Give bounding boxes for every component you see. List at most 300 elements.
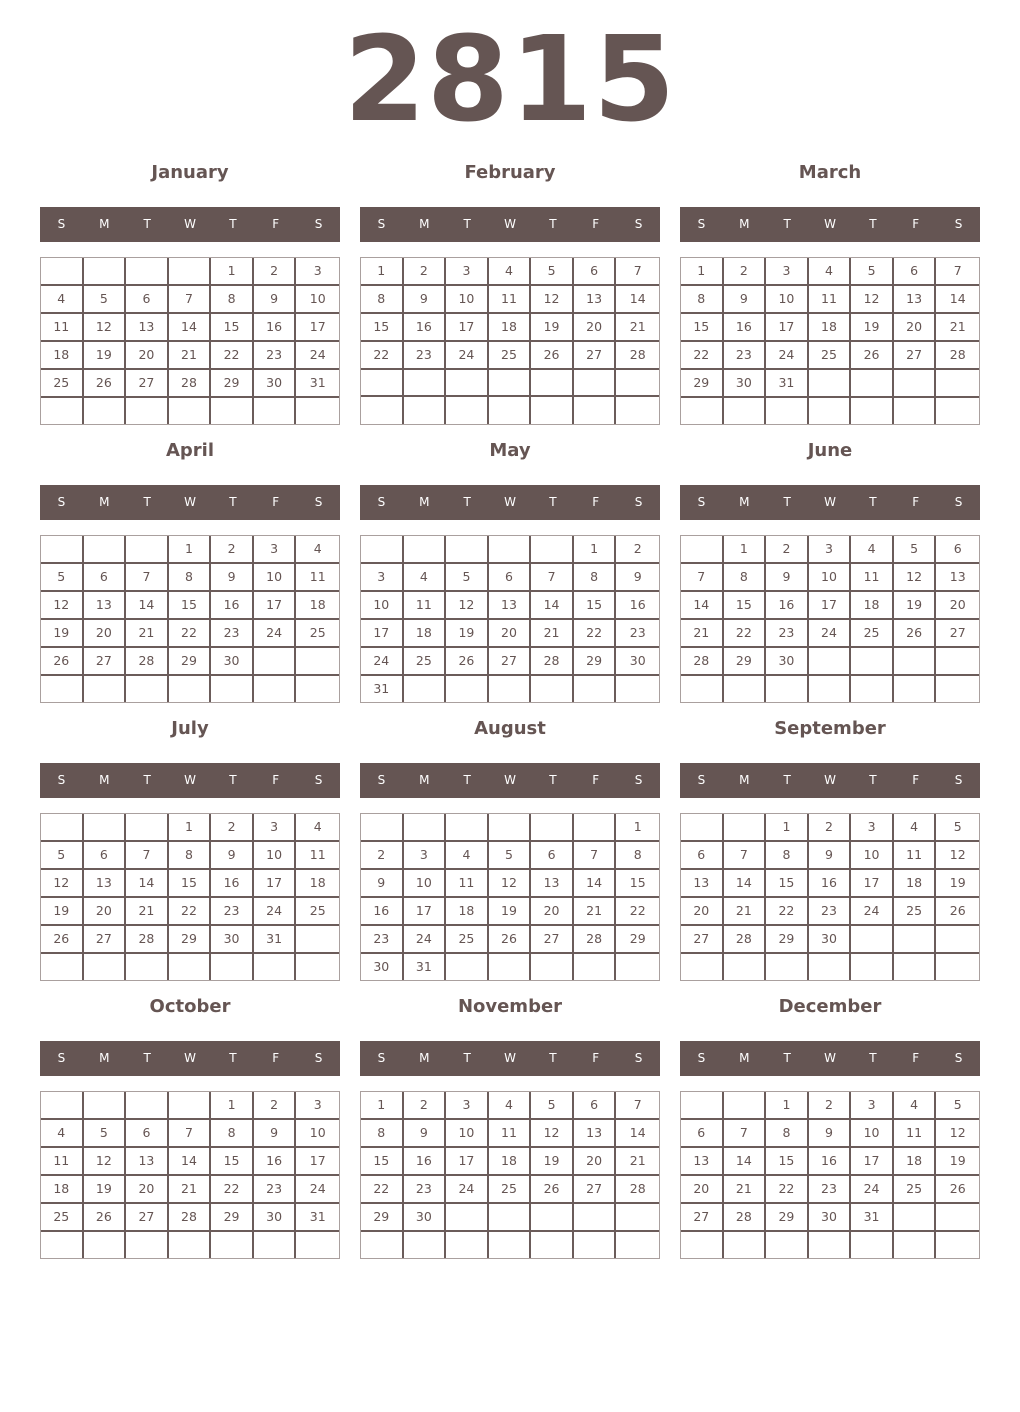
- day-cell: 26: [851, 342, 894, 370]
- weekday-label: S: [314, 1051, 323, 1065]
- weekday-label: W: [824, 217, 836, 231]
- day-cell: [361, 370, 404, 397]
- day-cell: [936, 648, 979, 676]
- weekday-label: S: [377, 217, 386, 231]
- day-cell: 8: [766, 1120, 809, 1148]
- day-cell: 27: [84, 648, 127, 676]
- month-title: January: [151, 162, 229, 183]
- day-cell: 18: [809, 314, 852, 342]
- day-cell: 10: [296, 1120, 339, 1148]
- weekday-label: M: [99, 495, 110, 509]
- day-cell: 1: [169, 536, 212, 564]
- day-cell: 14: [126, 870, 169, 898]
- weekday-label: M: [99, 217, 110, 231]
- day-cell: [894, 370, 937, 398]
- day-cell: 4: [446, 842, 489, 870]
- day-cell: 1: [361, 1092, 404, 1120]
- day-cell: 14: [681, 592, 724, 620]
- day-cell: 18: [41, 1176, 84, 1204]
- day-grid: [40, 257, 340, 425]
- day-cell: 14: [531, 592, 574, 620]
- weekday-label: T: [783, 217, 791, 231]
- day-cell: 8: [681, 286, 724, 314]
- day-cell: [446, 370, 489, 397]
- day-cell: 20: [681, 1176, 724, 1204]
- day-cell: 22: [211, 1176, 254, 1204]
- month-title: August: [474, 718, 546, 739]
- day-cell: 11: [489, 286, 532, 314]
- day-cell: [574, 397, 617, 424]
- day-cell: [574, 676, 617, 702]
- weekday-label: T: [549, 773, 557, 787]
- day-cell: [681, 1092, 724, 1120]
- day-cell: [404, 397, 447, 424]
- day-cell: 10: [766, 286, 809, 314]
- day-cell: 17: [254, 870, 297, 898]
- day-cell: 27: [936, 620, 979, 648]
- day-cell: 30: [254, 1204, 297, 1232]
- day-cell: 12: [446, 592, 489, 620]
- day-cell: [681, 398, 724, 424]
- day-cell: 22: [574, 620, 617, 648]
- day-cell: [169, 1232, 212, 1258]
- day-cell: 5: [84, 1120, 127, 1148]
- day-cell: [404, 814, 447, 842]
- day-cell: 24: [361, 648, 404, 676]
- day-cell: 26: [446, 648, 489, 676]
- day-cell: 25: [446, 926, 489, 954]
- day-cell: [211, 676, 254, 702]
- day-cell: [766, 1232, 809, 1258]
- weekday-label: S: [697, 217, 706, 231]
- day-cell: 27: [126, 1204, 169, 1232]
- day-cell: 17: [851, 1148, 894, 1176]
- day-cell: 28: [169, 370, 212, 398]
- day-cell: [574, 954, 617, 980]
- day-cell: 14: [936, 286, 979, 314]
- day-cell: [41, 536, 84, 564]
- day-cell: 28: [126, 926, 169, 954]
- day-cell: 24: [404, 926, 447, 954]
- day-cell: 11: [404, 592, 447, 620]
- day-cell: 18: [894, 1148, 937, 1176]
- day-cell: 13: [84, 592, 127, 620]
- day-cell: 27: [84, 926, 127, 954]
- weekday-label: S: [57, 773, 66, 787]
- weekday-label: T: [783, 1051, 791, 1065]
- day-cell: 7: [169, 1120, 212, 1148]
- day-cell: 24: [809, 620, 852, 648]
- day-cell: 3: [361, 564, 404, 592]
- day-cell: [616, 370, 659, 397]
- day-cell: [681, 1232, 724, 1258]
- day-cell: 16: [616, 592, 659, 620]
- day-cell: 24: [851, 1176, 894, 1204]
- day-cell: 20: [126, 1176, 169, 1204]
- day-cell: 7: [126, 564, 169, 592]
- day-cell: 16: [766, 592, 809, 620]
- day-cell: [404, 370, 447, 397]
- weekday-label: T: [869, 1051, 877, 1065]
- day-cell: [169, 258, 212, 286]
- day-cell: 12: [41, 592, 84, 620]
- day-cell: 30: [809, 1204, 852, 1232]
- day-cell: [446, 676, 489, 702]
- day-cell: 19: [936, 870, 979, 898]
- day-cell: 23: [404, 342, 447, 370]
- weekday-label: S: [954, 1051, 963, 1065]
- day-cell: 31: [851, 1204, 894, 1232]
- day-cell: [809, 370, 852, 398]
- day-cell: 12: [894, 564, 937, 592]
- weekday-label: M: [99, 1051, 110, 1065]
- weekday-label: S: [954, 217, 963, 231]
- month-title: November: [457, 996, 563, 1017]
- day-cell: 14: [724, 1148, 767, 1176]
- day-cell: 20: [574, 1148, 617, 1176]
- day-cell: 15: [724, 592, 767, 620]
- weekday-label: F: [592, 1051, 600, 1065]
- day-cell: 29: [169, 648, 212, 676]
- day-cell: 14: [616, 286, 659, 314]
- day-cell: 26: [489, 926, 532, 954]
- day-cell: 9: [211, 842, 254, 870]
- weekday-header: [40, 485, 340, 520]
- day-cell: 16: [809, 870, 852, 898]
- day-cell: 30: [766, 648, 809, 676]
- day-cell: [211, 954, 254, 980]
- day-cell: 10: [296, 286, 339, 314]
- day-cell: [616, 1204, 659, 1232]
- day-cell: 2: [361, 842, 404, 870]
- day-cell: 2: [766, 536, 809, 564]
- day-cell: 31: [296, 370, 339, 398]
- day-cell: [809, 1232, 852, 1258]
- day-cell: [531, 1204, 574, 1232]
- day-cell: 17: [296, 314, 339, 342]
- day-cell: 28: [616, 342, 659, 370]
- day-cell: 22: [766, 1176, 809, 1204]
- day-cell: [254, 676, 297, 702]
- weekday-label: F: [272, 217, 280, 231]
- weekday-label: F: [272, 1051, 280, 1065]
- day-cell: 15: [169, 592, 212, 620]
- day-cell: 10: [809, 564, 852, 592]
- weekday-label: S: [57, 1051, 66, 1065]
- day-cell: 19: [531, 314, 574, 342]
- day-cell: 29: [574, 648, 617, 676]
- day-cell: [531, 536, 574, 564]
- day-cell: 5: [936, 1092, 979, 1120]
- day-cell: 14: [126, 592, 169, 620]
- day-cell: 20: [894, 314, 937, 342]
- day-cell: [446, 397, 489, 424]
- day-cell: 3: [404, 842, 447, 870]
- day-cell: 18: [446, 898, 489, 926]
- day-cell: [254, 1232, 297, 1258]
- day-cell: 28: [724, 1204, 767, 1232]
- day-cell: 28: [531, 648, 574, 676]
- day-cell: 13: [531, 870, 574, 898]
- weekday-label: T: [463, 495, 471, 509]
- day-cell: 17: [254, 592, 297, 620]
- day-cell: [446, 1204, 489, 1232]
- day-cell: 4: [489, 1092, 532, 1120]
- day-cell: [574, 814, 617, 842]
- day-cell: 16: [724, 314, 767, 342]
- day-cell: 19: [531, 1148, 574, 1176]
- day-cell: [41, 1092, 84, 1120]
- month-title: July: [171, 718, 209, 739]
- day-cell: 30: [211, 648, 254, 676]
- day-cell: [724, 814, 767, 842]
- weekday-header: [40, 207, 340, 242]
- day-cell: 12: [84, 314, 127, 342]
- day-cell: 11: [809, 286, 852, 314]
- day-cell: [361, 397, 404, 424]
- day-cell: 26: [84, 1204, 127, 1232]
- month-title: April: [165, 440, 215, 461]
- day-cell: 2: [616, 536, 659, 564]
- day-cell: 22: [169, 898, 212, 926]
- day-cell: 18: [489, 314, 532, 342]
- day-cell: 17: [766, 314, 809, 342]
- weekday-label: S: [634, 1051, 643, 1065]
- day-cell: 8: [169, 564, 212, 592]
- day-cell: 28: [681, 648, 724, 676]
- day-cell: 13: [681, 1148, 724, 1176]
- day-cell: 5: [489, 842, 532, 870]
- day-cell: [531, 1232, 574, 1258]
- day-cell: 26: [41, 648, 84, 676]
- day-cell: 29: [766, 926, 809, 954]
- weekday-label: M: [739, 1051, 750, 1065]
- day-cell: 30: [809, 926, 852, 954]
- day-cell: 25: [489, 1176, 532, 1204]
- day-cell: [296, 398, 339, 424]
- day-cell: 13: [126, 1148, 169, 1176]
- weekday-label: W: [504, 495, 516, 509]
- day-cell: [489, 814, 532, 842]
- day-cell: 23: [254, 1176, 297, 1204]
- day-cell: 4: [809, 258, 852, 286]
- day-cell: 7: [531, 564, 574, 592]
- day-cell: 28: [574, 926, 617, 954]
- day-grid: [680, 1091, 980, 1259]
- day-cell: 4: [296, 814, 339, 842]
- day-cell: [894, 398, 937, 424]
- day-cell: [41, 1232, 84, 1258]
- day-cell: [296, 676, 339, 702]
- day-cell: 14: [169, 314, 212, 342]
- day-cell: 26: [84, 370, 127, 398]
- day-cell: 15: [211, 314, 254, 342]
- day-cell: 27: [574, 1176, 617, 1204]
- day-cell: [766, 954, 809, 980]
- weekday-label: F: [272, 495, 280, 509]
- day-cell: 17: [851, 870, 894, 898]
- weekday-header: [360, 1041, 660, 1076]
- weekday-label: S: [377, 1051, 386, 1065]
- weekday-label: T: [869, 217, 877, 231]
- day-cell: [574, 370, 617, 397]
- day-cell: 1: [574, 536, 617, 564]
- day-cell: 10: [851, 842, 894, 870]
- day-cell: 26: [531, 1176, 574, 1204]
- day-cell: [446, 1232, 489, 1258]
- day-cell: 31: [404, 954, 447, 980]
- day-cell: 15: [766, 1148, 809, 1176]
- day-cell: 18: [296, 870, 339, 898]
- day-cell: 1: [766, 1092, 809, 1120]
- day-cell: 15: [169, 870, 212, 898]
- weekday-label: F: [912, 773, 920, 787]
- day-cell: 23: [766, 620, 809, 648]
- day-cell: 16: [809, 1148, 852, 1176]
- day-cell: [724, 1232, 767, 1258]
- weekday-label: F: [272, 773, 280, 787]
- day-cell: 15: [361, 1148, 404, 1176]
- day-cell: 24: [766, 342, 809, 370]
- day-cell: 6: [84, 842, 127, 870]
- day-cell: 13: [574, 1120, 617, 1148]
- day-cell: 21: [574, 898, 617, 926]
- day-cell: 20: [84, 620, 127, 648]
- day-cell: 30: [254, 370, 297, 398]
- day-cell: [574, 1232, 617, 1258]
- day-cell: 3: [809, 536, 852, 564]
- day-cell: 16: [404, 1148, 447, 1176]
- day-cell: [616, 676, 659, 702]
- day-cell: [211, 398, 254, 424]
- weekday-label: T: [463, 217, 471, 231]
- day-cell: 2: [254, 1092, 297, 1120]
- day-cell: 9: [361, 870, 404, 898]
- weekday-label: T: [549, 495, 557, 509]
- day-cell: [936, 1232, 979, 1258]
- day-cell: 2: [254, 258, 297, 286]
- day-cell: 31: [296, 1204, 339, 1232]
- day-cell: 15: [574, 592, 617, 620]
- day-grid: [360, 813, 660, 981]
- day-cell: 5: [41, 842, 84, 870]
- weekday-label: S: [954, 773, 963, 787]
- day-cell: 19: [84, 342, 127, 370]
- day-cell: 11: [41, 1148, 84, 1176]
- weekday-label: T: [143, 495, 151, 509]
- day-cell: 11: [41, 314, 84, 342]
- day-cell: 11: [894, 1120, 937, 1148]
- day-cell: [851, 926, 894, 954]
- day-cell: 2: [404, 258, 447, 286]
- day-cell: [84, 258, 127, 286]
- day-cell: [489, 397, 532, 424]
- weekday-label: M: [739, 217, 750, 231]
- weekday-label: T: [463, 1051, 471, 1065]
- weekday-header: [360, 485, 660, 520]
- day-cell: [766, 676, 809, 702]
- day-cell: 13: [894, 286, 937, 314]
- day-cell: 5: [531, 1092, 574, 1120]
- day-cell: 4: [489, 258, 532, 286]
- day-cell: 6: [84, 564, 127, 592]
- day-cell: 10: [446, 286, 489, 314]
- day-cell: [809, 676, 852, 702]
- weekday-label: T: [143, 1051, 151, 1065]
- day-cell: [894, 954, 937, 980]
- day-cell: 24: [254, 620, 297, 648]
- day-cell: [851, 676, 894, 702]
- day-cell: [254, 398, 297, 424]
- weekday-label: M: [739, 495, 750, 509]
- day-cell: [296, 926, 339, 954]
- day-cell: 3: [254, 814, 297, 842]
- day-cell: 3: [766, 258, 809, 286]
- day-cell: [531, 370, 574, 397]
- weekday-label: F: [912, 1051, 920, 1065]
- day-cell: [489, 954, 532, 980]
- day-cell: 13: [84, 870, 127, 898]
- day-cell: 1: [766, 814, 809, 842]
- day-cell: 4: [41, 1120, 84, 1148]
- day-cell: [84, 954, 127, 980]
- day-cell: 21: [531, 620, 574, 648]
- day-cell: 28: [936, 342, 979, 370]
- day-cell: [616, 397, 659, 424]
- weekday-label: W: [184, 495, 196, 509]
- day-cell: 7: [681, 564, 724, 592]
- day-cell: 1: [681, 258, 724, 286]
- day-cell: 24: [296, 342, 339, 370]
- day-cell: 29: [766, 1204, 809, 1232]
- day-cell: [724, 398, 767, 424]
- day-cell: 5: [894, 536, 937, 564]
- weekday-label: T: [549, 1051, 557, 1065]
- day-cell: 26: [531, 342, 574, 370]
- day-cell: 31: [766, 370, 809, 398]
- day-cell: 2: [211, 814, 254, 842]
- day-cell: [126, 1092, 169, 1120]
- day-cell: 27: [574, 342, 617, 370]
- weekday-label: W: [824, 1051, 836, 1065]
- day-cell: 8: [766, 842, 809, 870]
- day-cell: 21: [936, 314, 979, 342]
- day-cell: 27: [681, 1204, 724, 1232]
- day-cell: [894, 648, 937, 676]
- day-cell: 12: [531, 1120, 574, 1148]
- day-cell: [84, 1092, 127, 1120]
- day-cell: [681, 676, 724, 702]
- day-cell: 22: [681, 342, 724, 370]
- weekday-label: M: [419, 495, 430, 509]
- day-cell: 16: [211, 870, 254, 898]
- day-cell: 22: [211, 342, 254, 370]
- day-cell: [936, 1204, 979, 1232]
- day-cell: 9: [724, 286, 767, 314]
- weekday-label: W: [184, 217, 196, 231]
- day-cell: [894, 676, 937, 702]
- day-cell: 23: [809, 898, 852, 926]
- day-grid: [680, 813, 980, 981]
- day-cell: [254, 648, 297, 676]
- month-title: May: [489, 440, 531, 461]
- day-cell: [404, 1232, 447, 1258]
- day-cell: [84, 814, 127, 842]
- day-cell: [574, 1204, 617, 1232]
- day-cell: [404, 536, 447, 564]
- day-cell: 16: [404, 314, 447, 342]
- day-cell: [361, 536, 404, 564]
